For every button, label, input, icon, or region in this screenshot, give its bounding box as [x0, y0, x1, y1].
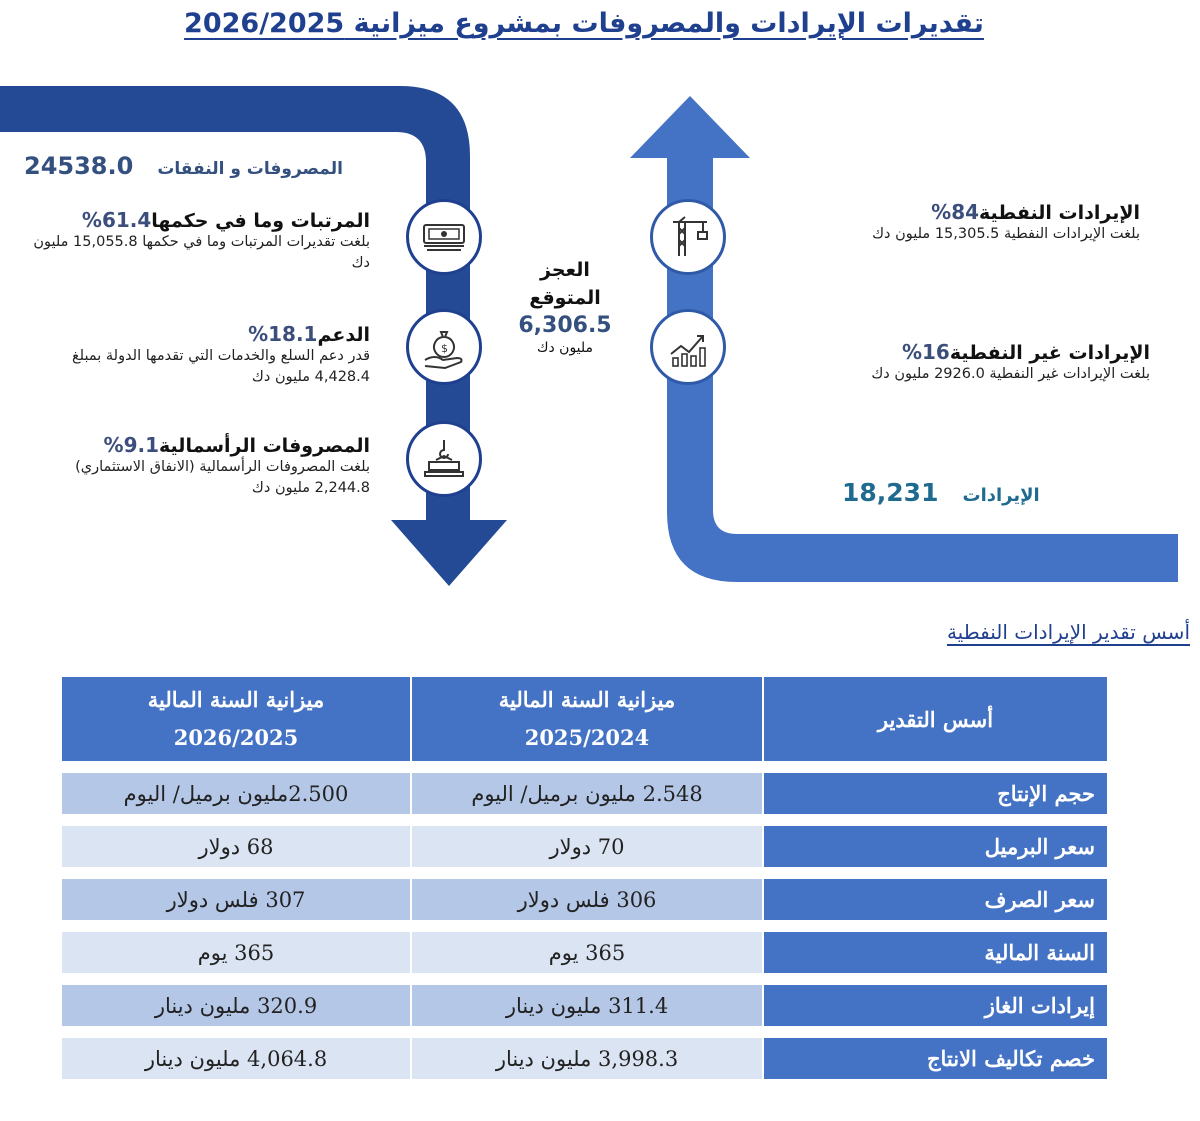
money-icon [406, 199, 482, 275]
expense-percent: 9.1% [103, 433, 160, 457]
revenue-description: بلغت الإيرادات النفطية 15,305.5 مليون دك [872, 226, 1140, 242]
expense-percent: 18.1% [248, 322, 318, 346]
table-row: 68 دولار 70 دولار سعر البرميل [62, 826, 1107, 867]
growth-chart-icon [650, 309, 726, 385]
table-row: 307 فلس دولار 306 فلس دولار سعر الصرف [62, 879, 1107, 920]
expense-heading: المصروفات الرأسمالية [159, 435, 370, 457]
table-row: 4,064.8 مليون دينار 3,998.3 مليون دينار خصم تكاليف الانتاج [62, 1038, 1107, 1079]
revenue-percent: 16% [901, 340, 950, 364]
deficit-box [510, 256, 620, 356]
header-2026: ميزانية السنة المالية 2026/2025 [62, 677, 410, 761]
expense-heading: الدعم [317, 324, 370, 346]
expenses-total [24, 152, 354, 180]
expense-description: بلغت المصروفات الرأسمالية (الانفاق الاستثماري) 2,244.8 مليون دك [75, 459, 370, 496]
money-bag-hand-icon [406, 309, 482, 385]
table-header-row [62, 677, 1107, 761]
revenues-total [842, 478, 1040, 507]
revenues-total-value: 18,231 [842, 478, 939, 507]
revenue-description: بلغت الإيرادات غير النفطية 2926.0 مليون دك [871, 366, 1150, 382]
deficit-unit: مليون دك [536, 340, 594, 356]
revenues-total-label: الإيرادات [962, 485, 1040, 506]
expense-description: بلغت تقديرات المرتبات وما في حكمها 15,055.8 مليون دك [33, 234, 370, 271]
revenue-item-oil [780, 200, 1140, 245]
deficit-label: العجز المتوقع [529, 259, 601, 309]
deficit-value: 6,306.5 [518, 313, 612, 338]
expense-item-capital [20, 433, 370, 499]
basis-title: أسس تقدير الإيرادات النفطية [946, 620, 1190, 644]
svg-text:$: $ [441, 342, 448, 355]
table-row: 320.9 مليون دينار 311.4 مليون دينار إيرادات الغاز [62, 985, 1107, 1026]
header-2025: ميزانية السنة المالية 2025/2024 [412, 677, 762, 761]
revenue-heading: الإيرادات غير النفطية [949, 342, 1150, 364]
expenses-total-label: المصروفات و النفقات [157, 159, 343, 179]
revenue-percent: 84% [931, 200, 980, 224]
expense-item-subsidies [20, 322, 370, 388]
header-basis: أسس التقدير [764, 677, 1107, 761]
basis-table [62, 677, 1107, 1079]
expense-item-salaries [20, 208, 370, 274]
crane-hook-icon [406, 421, 482, 497]
page-title: تقديرات الإيرادات والمصروفات بمشروع ميزانية 2026/2025 [184, 8, 984, 39]
expense-description: قدر دعم السلع والخدمات التي تقدمها الدولة بمبلغ 4,428.4 مليون دك [71, 348, 370, 385]
revenue-heading: الإيرادات النفطية [979, 202, 1140, 224]
expense-percent: 61.4% [81, 208, 152, 232]
revenue-item-nonoil [780, 340, 1150, 385]
table-row: 2.500مليون برميل/ اليوم 2.548 مليون برميل/ اليوم حجم الإنتاج [62, 773, 1107, 814]
expense-heading: المرتبات وما في حكمها [151, 210, 370, 232]
table-row: 365 يوم 365 يوم السنة المالية [62, 932, 1107, 973]
construction-crane-icon [650, 199, 726, 275]
expenses-total-value: 24538.0 [24, 152, 134, 180]
